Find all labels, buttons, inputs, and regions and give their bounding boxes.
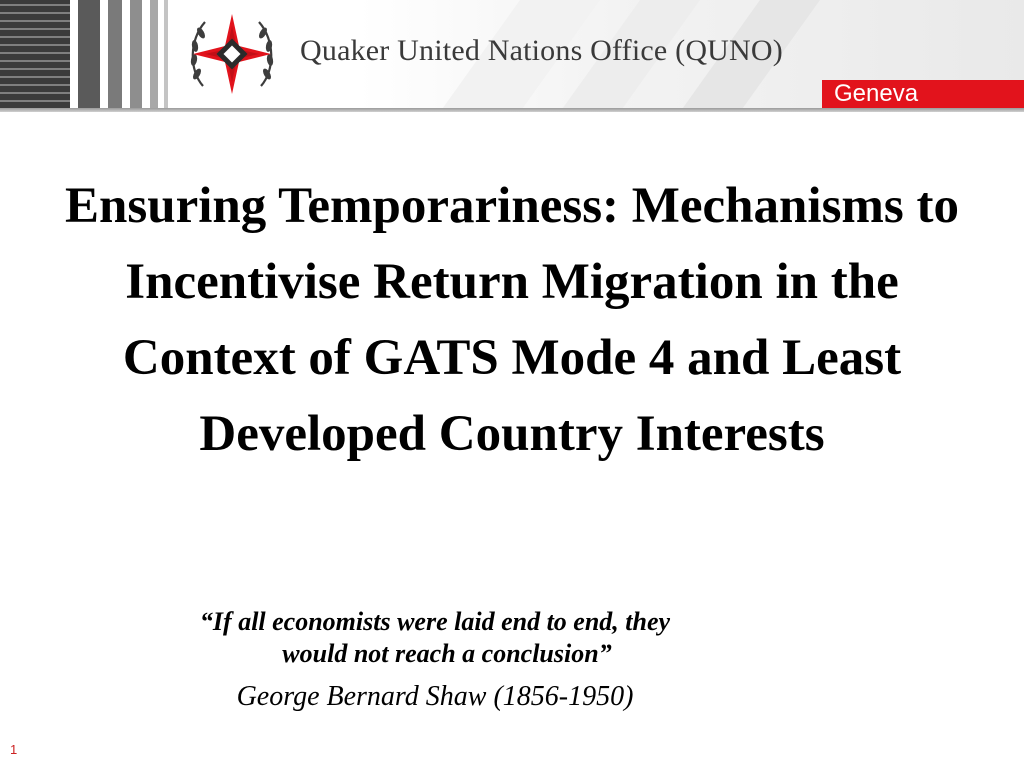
un-star-emblem-icon bbox=[183, 8, 281, 102]
quote-attribution: George Bernard Shaw (1856-1950) bbox=[236, 681, 634, 712]
slide-number: 1 bbox=[10, 742, 18, 757]
quote bbox=[110, 606, 760, 670]
slide-header bbox=[0, 0, 1024, 112]
organization-name: Quaker United Nations Office (QUNO) bbox=[300, 34, 783, 67]
header-stripes-decoration bbox=[0, 0, 172, 112]
slide-title: Ensuring Temporariness: Mechanisms to Incentivise Return Migration in the Context of GATS Mode 4 and Least Developed Country Interests bbox=[65, 178, 959, 462]
location-badge: Geneva bbox=[822, 80, 1024, 108]
quote-line-1: “If all economists were laid end to end, they bbox=[199, 607, 671, 636]
quote-line-2: would not reach a conclusion” bbox=[282, 639, 612, 668]
header-divider bbox=[0, 108, 1024, 112]
